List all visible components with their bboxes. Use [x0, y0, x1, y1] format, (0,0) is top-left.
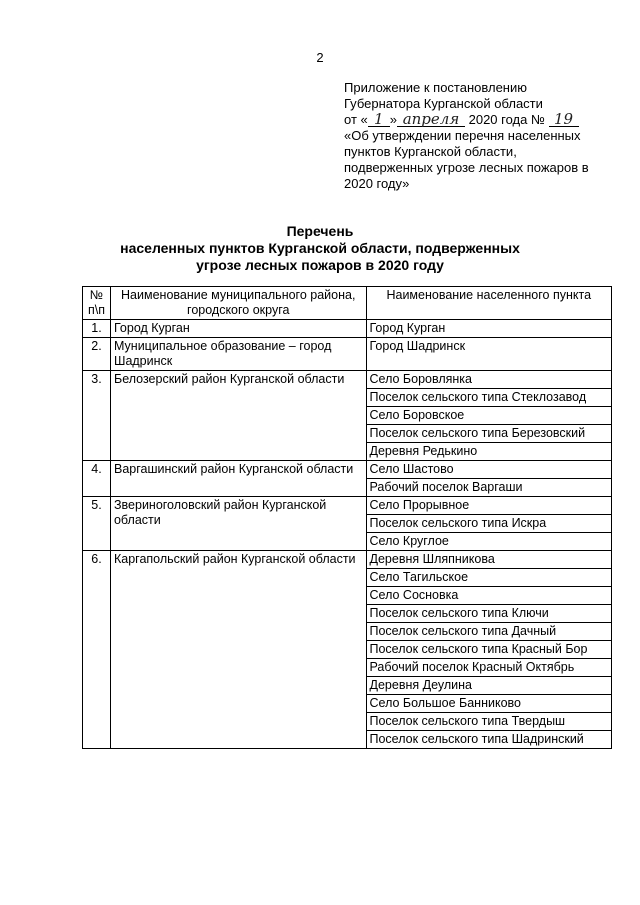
settlement-name: Поселок сельского типа Красный Бор: [366, 641, 612, 659]
settlement-name: Деревня Редькино: [366, 443, 612, 461]
appendix-date-line: [344, 112, 624, 128]
row-number: 2.: [83, 338, 111, 371]
table-header-row: [83, 287, 612, 320]
title-line-1: Перечень: [286, 223, 354, 239]
appendix-line-5: пунктов Курганской области,: [344, 144, 517, 159]
handwritten-number: 19: [549, 112, 579, 127]
settlement-name: Город Шадринск: [366, 338, 612, 371]
settlement-name: Рабочий поселок Варгаши: [366, 479, 612, 497]
appendix-line-4: «Об утверждении перечня населенных: [344, 128, 581, 143]
row-number: 4.: [83, 461, 111, 497]
settlement-name: Поселок сельского типа Дачный: [366, 623, 612, 641]
header-district: Наименование муниципального района, городского округа: [110, 287, 366, 320]
district-name: Город Курган: [110, 320, 366, 338]
from-prefix: от «: [344, 112, 368, 127]
row-number: 5.: [83, 497, 111, 551]
appendix-line-2: Губернатора Курганской области: [344, 96, 543, 111]
handwritten-day: 1: [368, 112, 390, 127]
document-title: [0, 223, 640, 274]
settlement-name: Поселок сельского типа Твердыш: [366, 713, 612, 731]
table-row: [83, 371, 612, 389]
year-text: 2020 года №: [468, 112, 545, 127]
settlement-name: Поселок сельского типа Ключи: [366, 605, 612, 623]
row-number: 6.: [83, 551, 111, 749]
table-row: [83, 338, 612, 371]
row-number: 1.: [83, 320, 111, 338]
settlement-name: Деревня Шляпникова: [366, 551, 612, 569]
district-name: Муниципальное образование – город Шадринск: [110, 338, 366, 371]
appendix-line-7: 2020 году»: [344, 176, 410, 191]
table-body: [83, 320, 612, 749]
settlement-name: Село Тагильское: [366, 569, 612, 587]
settlement-name: Поселок сельского типа Шадринский: [366, 731, 612, 749]
handwritten-month: апреля: [397, 112, 465, 127]
settlement-name: Село Прорывное: [366, 497, 612, 515]
settlement-name: Село Шастово: [366, 461, 612, 479]
row-number: 3.: [83, 371, 111, 461]
title-line-2: населенных пунктов Курганской области, подверженных: [120, 240, 520, 256]
title-line-3: угрозе лесных пожаров в 2020 году: [196, 257, 444, 273]
appendix-line-1: Приложение к постановлению: [344, 80, 527, 95]
settlement-name: Поселок сельского типа Искра: [366, 515, 612, 533]
header-settlement: Наименование населенного пункта: [366, 287, 612, 320]
appendix-line-6: подверженных угрозе лесных пожаров в: [344, 160, 589, 175]
district-name: Варгашинский район Курганской области: [110, 461, 366, 497]
district-name: Белозерский район Курганской области: [110, 371, 366, 461]
settlement-name: Село Большое Банниково: [366, 695, 612, 713]
table-row: [83, 461, 612, 479]
page-number: 2: [316, 50, 324, 65]
table-row: [83, 551, 612, 569]
settlement-name: Село Боровское: [366, 407, 612, 425]
settlement-name: Город Курган: [366, 320, 612, 338]
settlement-name: Село Боровлянка: [366, 371, 612, 389]
header-num: № п\п: [83, 287, 111, 320]
settlements-table: [82, 286, 612, 749]
settlement-name: Село Сосновка: [366, 587, 612, 605]
district-name: Звериноголовский район Курганской области: [110, 497, 366, 551]
table-row: [83, 320, 612, 338]
month-open: »: [389, 112, 397, 127]
settlement-name: Деревня Деулина: [366, 677, 612, 695]
settlement-name: Поселок сельского типа Березовский: [366, 425, 612, 443]
district-name: Каргапольский район Курганской области: [110, 551, 366, 749]
settlement-name: Поселок сельского типа Стеклозавод: [366, 389, 612, 407]
table-row: [83, 497, 612, 515]
appendix-block: [344, 80, 624, 192]
settlement-name: Село Круглое: [366, 533, 612, 551]
settlement-name: Рабочий поселок Красный Октябрь: [366, 659, 612, 677]
